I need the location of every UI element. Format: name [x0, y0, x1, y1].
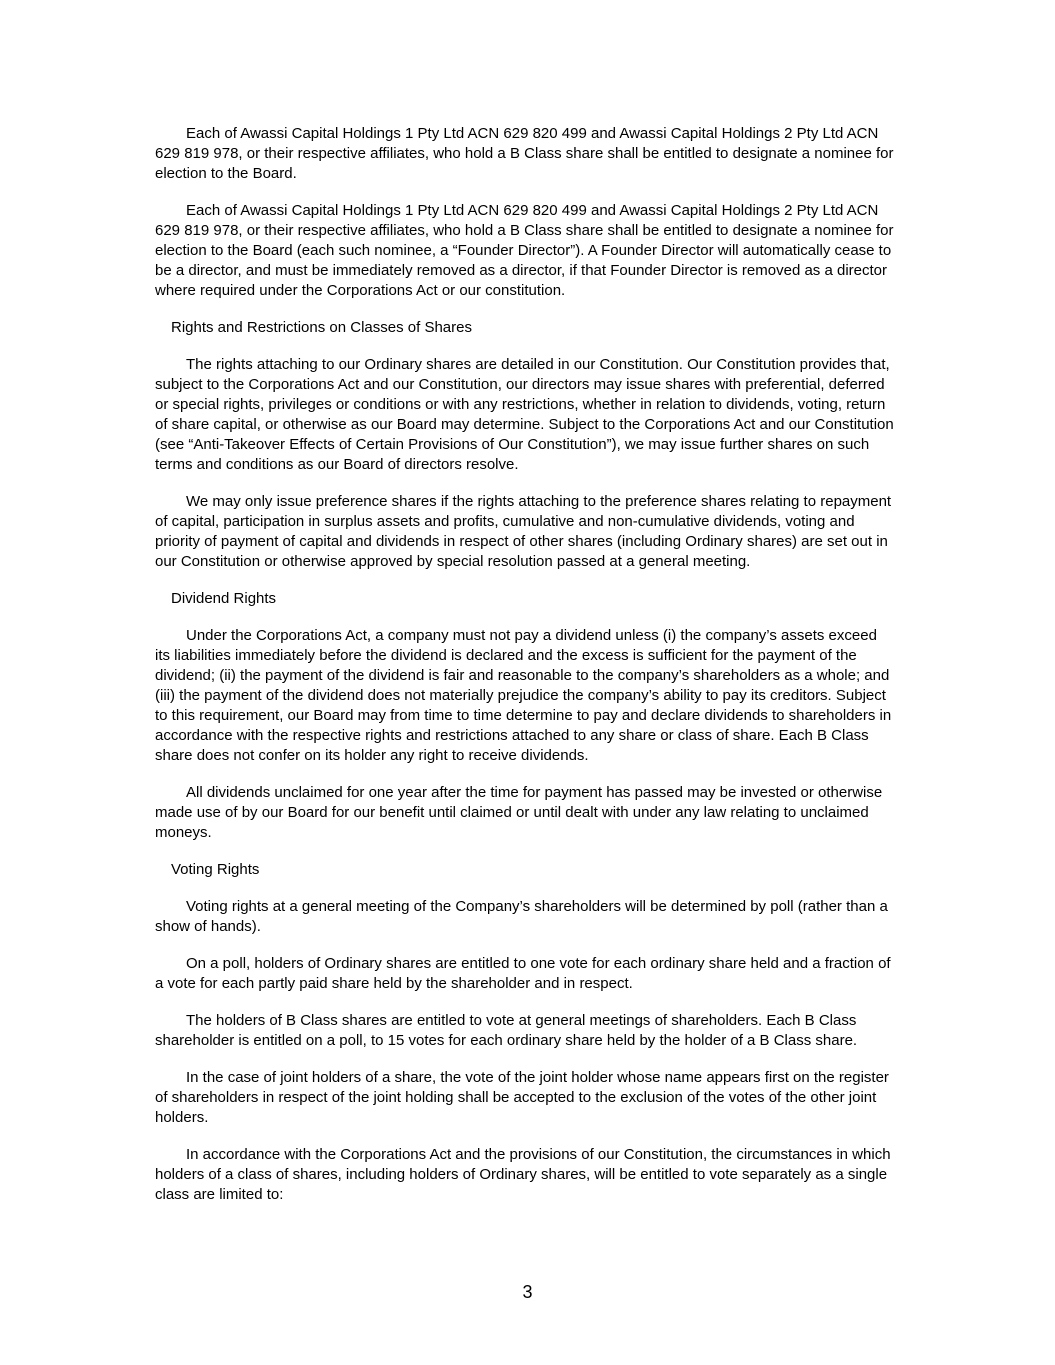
paragraph-dividend-conditions: Under the Corporations Act, a company must not pay a dividend unless (i) the company’s assets exceed its liabilities immediately before the dividend is declared and the excess is sufficient for the payment of the dividend; (ii) the payment of the dividend is fair and reasonable to the company’s shareholders as a whole; and (iii) the payment of the dividend does not materially prejudice the company’s ability to pay its creditors. Subject to this requirement, our Board may from time to time determine to pay and declare dividends to shareholders in accordance with the respective rights and restrictions attached to any share or class of share. Each B Class share does not confer on its holder any right to receive dividends.: [155, 627, 892, 764]
document-page: [155, 124, 895, 1222]
paragraph-voting-by-poll: Voting rights at a general meeting of the Company’s shareholders will be determined by poll (rather than a show of hands).: [155, 898, 888, 935]
heading-voting-rights: Voting Rights: [171, 861, 260, 878]
paragraph-founder-nominee: Each of Awassi Capital Holdings 1 Pty Ltd ACN 629 820 499 and Awassi Capital Holdings 2 Pty Ltd ACN 629 819 978, or their respective affiliates, who hold a B Class share shall be entitled to designate a nominee for election to the Board.: [155, 125, 894, 182]
paragraph-preference-shares: We may only issue preference shares if the rights attaching to the preference shares relating to repayment of capital, participation in surplus assets and profits, cumulative and non-cumulative dividends, voting and priority of payment of capital and dividends in respect of other shares (including Ordinary shares) are set out in our Constitution or otherwise approved by special resolution passed at a general meeting.: [155, 493, 892, 570]
heading-rights-restrictions: Rights and Restrictions on Classes of Shares: [171, 319, 472, 336]
paragraph-founder-director: Each of Awassi Capital Holdings 1 Pty Ltd ACN 629 820 499 and Awassi Capital Holdings 2 Pty Ltd ACN 629 819 978, or their respective affiliates, who hold a B Class share shall be entitled to designate a nominee for election to the Board (each such nominee, a “Founder Director”). A Founder Director will automatically cease to be a director, and must be immediately removed as a director, if that Founder Director is removed as a director where required under the Corporations Act or our constitution.: [155, 202, 894, 299]
paragraph-class-voting: In accordance with the Corporations Act and the provisions of our Constitution, the circumstances in which holders of a class of shares, including holders of Ordinary shares, will be entitled to vote separately as a single class are limited to:: [155, 1146, 891, 1203]
paragraph-joint-holders: In the case of joint holders of a share, the vote of the joint holder whose name appears first on the register of shareholders in respect of the joint holding shall be accepted to the exclusion of the votes of the other joint holders.: [155, 1069, 889, 1126]
paragraph-ordinary-votes: On a poll, holders of Ordinary shares are entitled to one vote for each ordinary share held and a fraction of a vote for each partly paid share held by the shareholder and in respect.: [155, 955, 891, 992]
page-number: 3: [522, 1282, 533, 1302]
paragraph-b-class-votes: The holders of B Class shares are entitled to vote at general meetings of shareholders. Each B Class shareholder is entitled on a poll, to 15 votes for each ordinary share held by the holder of a B Class share.: [155, 1012, 858, 1049]
paragraph-unclaimed-dividends: All dividends unclaimed for one year after the time for payment has passed may be invested or otherwise made use of by our Board for our benefit until claimed or until dealt with under any law relating to unclaimed moneys.: [155, 784, 883, 841]
paragraph-ordinary-share-rights: The rights attaching to our Ordinary shares are detailed in our Constitution. Our Constitution provides that, subject to the Corporations Act and our Constitution, our directors may issue shares with preferential, deferred or special rights, privileges or conditions or with any restrictions, whether in relation to dividends, voting, return of share capital, or otherwise as our Board may determine. Subject to the Corporations Act and our Constitution (see “Anti-Takeover Effects of Certain Provisions of Our Constitution”), we may issue further shares on such terms and conditions as our Board of directors resolve.: [155, 356, 894, 473]
heading-dividend-rights: Dividend Rights: [171, 590, 277, 607]
